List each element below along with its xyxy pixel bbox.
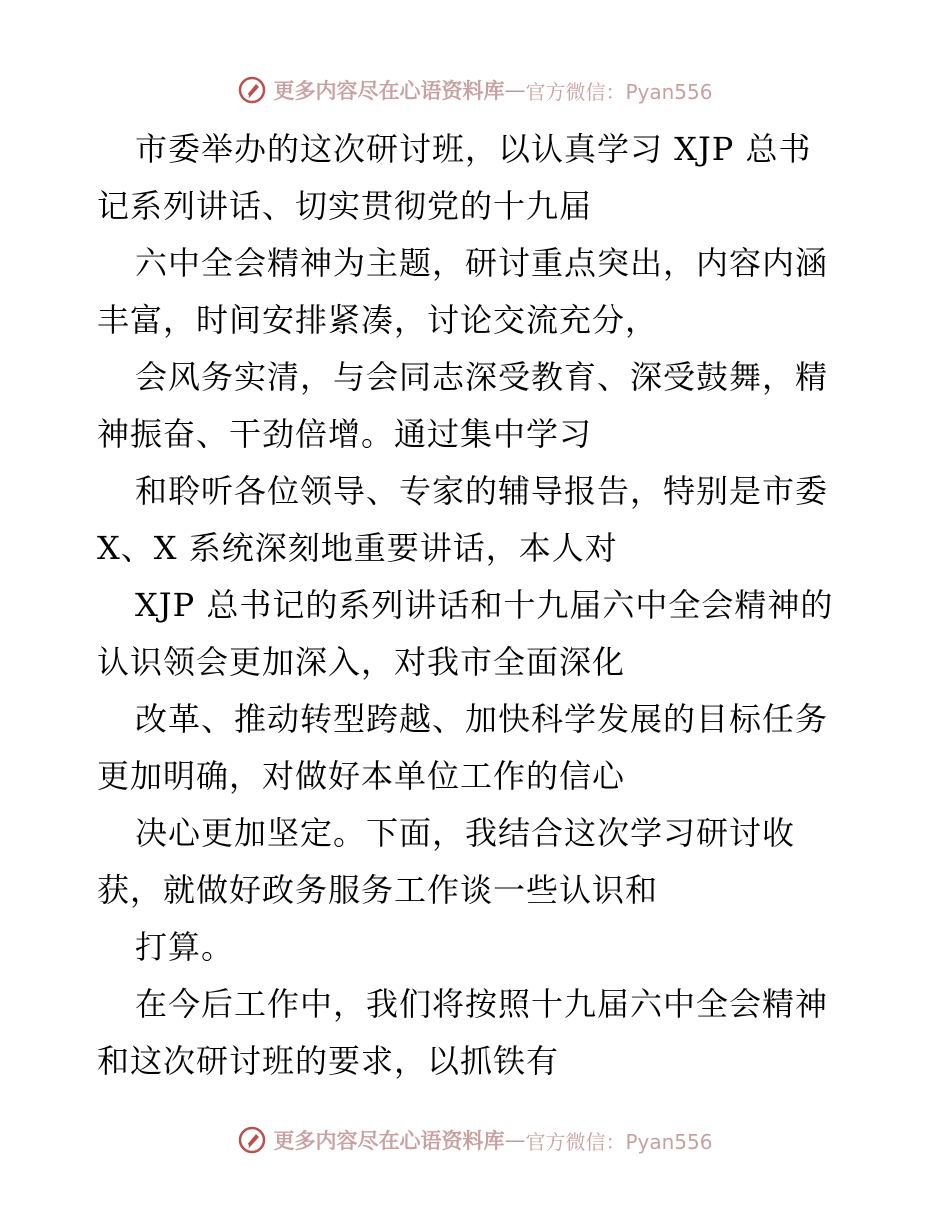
pen-nib-circle-icon xyxy=(237,1125,267,1155)
body-line: 更加明确，对做好本单位工作的信心 xyxy=(97,757,626,795)
body-line: XJP 总书记的系列讲话和十九届六中全会精神的 xyxy=(135,586,834,624)
body-line: 神振奋、干劲倍增。通过集中学习 xyxy=(97,415,593,453)
pen-nib-circle-icon xyxy=(237,75,267,105)
watermark-contact-text: 官方微信：Pyan556 xyxy=(525,79,713,104)
body-line: X、X 系统深刻地重要讲话，本人对 xyxy=(97,529,618,567)
body-line: 决心更加坚定。下面，我结合这次学习研讨收 xyxy=(135,814,796,852)
watermark-separator: — xyxy=(504,78,526,102)
body-line: 获，就做好政务服务工作谈一些认识和 xyxy=(97,871,659,909)
watermark-brand-text: 更多内容尽在心语资料库 xyxy=(273,1128,505,1153)
body-line: 记系列讲话、切实贯彻党的十九届 xyxy=(97,187,593,225)
header-watermark xyxy=(0,70,950,110)
watermark-brand-text: 更多内容尽在心语资料库 xyxy=(273,78,505,103)
body-line: 在今后工作中，我们将按照十九届六中全会精神 xyxy=(135,985,829,1023)
document-body xyxy=(97,121,857,1090)
body-line: 丰富，时间安排紧凑，讨论交流充分， xyxy=(97,301,659,339)
footer-watermark xyxy=(0,1120,950,1160)
body-line: 和这次研讨班的要求，以抓铁有 xyxy=(97,1042,560,1080)
watermark-separator: — xyxy=(504,1128,526,1152)
body-line: 六中全会精神为主题，研讨重点突出，内容内涵 xyxy=(135,244,829,282)
watermark-contact-text: 官方微信：Pyan556 xyxy=(525,1129,713,1154)
body-line: 和聆听各位领导、专家的辅导报告，特别是市委 xyxy=(135,472,829,510)
body-line: 打算。 xyxy=(135,928,235,966)
body-line: 认识领会更加深入，对我市全面深化 xyxy=(97,643,626,681)
body-line: 改革、推动转型跨越、加快科学发展的目标任务 xyxy=(135,700,829,738)
body-line: 市委举办的这次研讨班，以认真学习 XJP 总书 xyxy=(135,130,812,168)
body-line: 会风务实清，与会同志深受教育、深受鼓舞，精 xyxy=(135,358,829,396)
